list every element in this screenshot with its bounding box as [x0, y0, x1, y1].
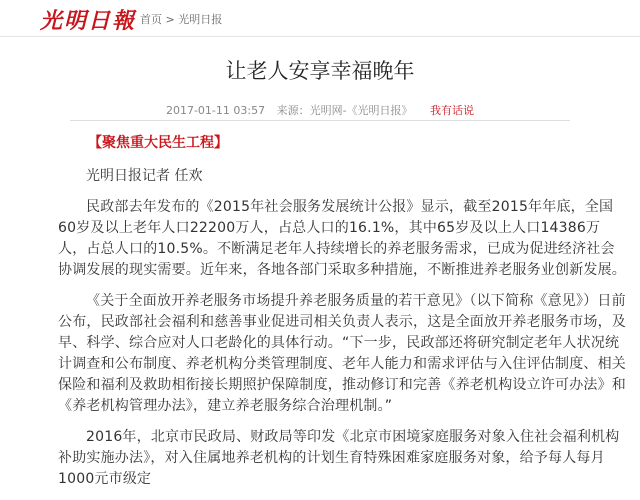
article-title: 让老人安享幸福晚年: [225, 59, 415, 83]
section-tag: 【聚焦重大民生工程】: [88, 135, 228, 151]
article-source: 来源：光明网-《光明日报》: [276, 104, 413, 117]
breadcrumb-home-link[interactable]: 首页: [140, 13, 162, 26]
article-date: 2017-01-11 03:57: [165, 104, 266, 117]
paragraph: 民政部去年发布的《2015年社会服务发展统计公报》显示，截至2015年年底，全国60岁及以上老年人口22200万人，占总人口的16.1%，其中65岁及以上人口14386万人，占总人口的10.5%。不断满足老年人持续增长的养老服务需求，已成为促进经济社会协调发展的现实需要。近年来，各地各部门采取多种措施，不断推进养老服务业创新发展。: [58, 199, 626, 278]
top-bar: [0, 0, 640, 37]
comment-link[interactable]: 我有话说: [430, 104, 475, 117]
byline: 光明日报记者 任欢: [86, 168, 203, 184]
breadcrumb-separator: >: [165, 13, 175, 26]
divider: [70, 120, 570, 121]
article-body: [58, 130, 628, 500]
breadcrumb-guangming-link[interactable]: 光明日报: [178, 13, 223, 26]
site-logo[interactable]: 光明日報: [40, 8, 137, 34]
article-meta: [0, 102, 640, 118]
paragraph: 2016年，北京市民政局、财政局等印发《北京市困境家庭服务对象入住社会福利机构补助实施办法》，对入住属地养老机构的计划生育特殊困难家庭服务对象，给予每人每月1000元市级定: [58, 429, 620, 487]
paragraph: 《关于全面放开养老服务市场提升养老服务质量的若干意见》（以下简称《意见》）日前公布，民政部社会福利和慈善事业促进司相关负责人表示，这是全面放开养老服务市场，及早、科学、综合应对人口老龄化的具体行动。“下一步，民政部还将研究制定老年人状况统计调查和公布制度、养老机构分类管理制度、老年人能力和需求评估与入住评估制度、相关保险和福利及救助相衔接长期照护保障制度，推动修订和完善《养老机构设立许可办法》和《养老机构管理办法》，建立养老服务综合治理机制。”: [58, 293, 626, 414]
breadcrumb: [140, 11, 222, 27]
